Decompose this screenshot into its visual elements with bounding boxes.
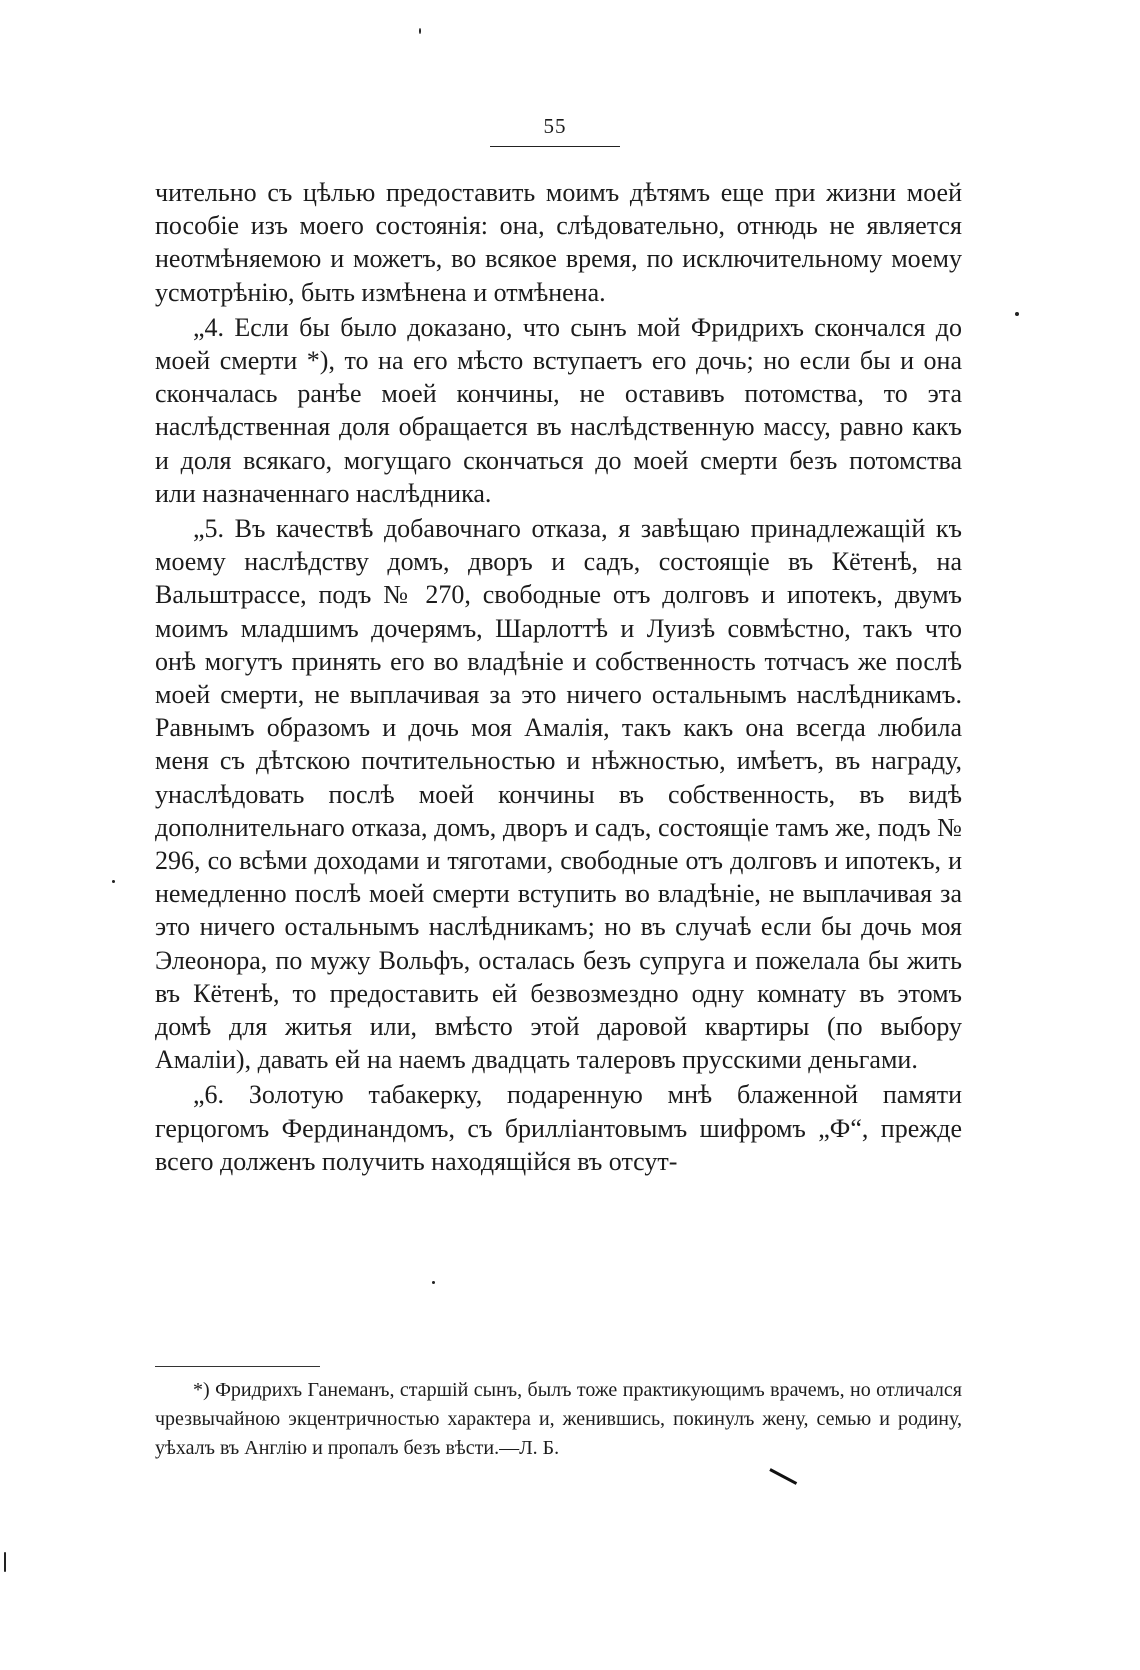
scan-speck (432, 1281, 435, 1284)
main-text (155, 176, 962, 1178)
paragraph-clause-5: „5. Въ качествѣ добавочнаго отказа, я завѣщаю принадлежащій къ моему наслѣдству домъ, дворъ и садъ, состоящіе въ Кётенѣ, на Вальштрассе, подъ № 270, свободные отъ долговъ и ипотекъ, двумъ моимъ младшимъ дочерямъ, Шарлоттѣ и Луизѣ совмѣстно, такъ что онѣ могутъ принять его во владѣніе и собственность тотчасъ же послѣ моей смерти, не выплачивая за это ничего остальнымъ наслѣдникамъ. Равнымъ образомъ и дочь моя Амалія, такъ какъ она всегда любила меня съ дѣтскою почтительностью и нѣжностью, имѣетъ, въ награду, унаслѣдовать послѣ моей кончины въ собственность, въ видѣ дополнительнаго отказа, домъ, дворъ и садъ, состоящіе тамъ же, подъ № 296, со всѣми доходами и тяготами, свободные отъ долговъ и ипотекъ, и немедленно послѣ моей смерти вступить во владѣніе, не выплачивая за это ничего остальнымъ наслѣдникамъ; но въ случаѣ если бы дочь моя Элеонора, по мужу Вольфъ, осталась безъ супруга и пожелала бы жить въ Кётенѣ, то предоставить ей безвозмездно одну комнату въ этомъ домѣ для житья или, вмѣсто этой даровой квартиры (по выбору Амаліи), давать ей на наемъ двадцать талеровъ прусскими деньгами. (155, 514, 962, 1075)
scan-mark (769, 1468, 797, 1485)
paragraph-clause-6: „6. Золотую табакерку, подаренную мнѣ блаженной памяти герцогомъ Фердинандомъ, съ бриллiантовымъ шифромъ „Ф“, прежде всего долженъ получить находящійся въ отсут- (155, 1080, 962, 1176)
paragraph-clause-4: „4. Если бы было доказано, что сынъ мой Фридрихъ скончался до моей смерти *), то на его мѣсто вступаетъ его дочь; но если бы и она скончалась ранѣе моей кончины, не оставивъ потомства, то эта наслѣдственная доля обращается въ наслѣдственную массу, равно какъ и доля всякаго, могущаго скончаться до моей смерти безъ потомства или назначеннаго наслѣдника. (155, 312, 962, 508)
scan-speck (1015, 312, 1019, 316)
footnote (155, 1376, 962, 1463)
scan-speck (4, 1552, 6, 1572)
footnote-text: *) Фридрихъ Ганеманъ, старшій сынъ, былъ тоже практикующимъ врачемъ, но отличался чрезвычайною экцентричностью характера и, женившись, покинулъ жену, семью и родину, уѣхалъ въ Англію и пропалъ безъ вѣсти.—Л. Б. (155, 1379, 962, 1459)
header-rule (490, 146, 620, 147)
page-number: 55 (543, 114, 567, 138)
scan-speck (112, 880, 115, 883)
paragraph-continuation: чительно съ цѣлью предоставить моимъ дѣтямъ еще при жизни моей пособіе изъ моего состоянія: она, слѣдовательно, отнюдь не является неотмѣняемою и можетъ, во всякое время, по исключительному моему усмотрѣнію, быть измѣнена и отмѣнена. (155, 178, 962, 307)
footnote-rule (155, 1366, 320, 1367)
scan-speck (419, 28, 421, 34)
